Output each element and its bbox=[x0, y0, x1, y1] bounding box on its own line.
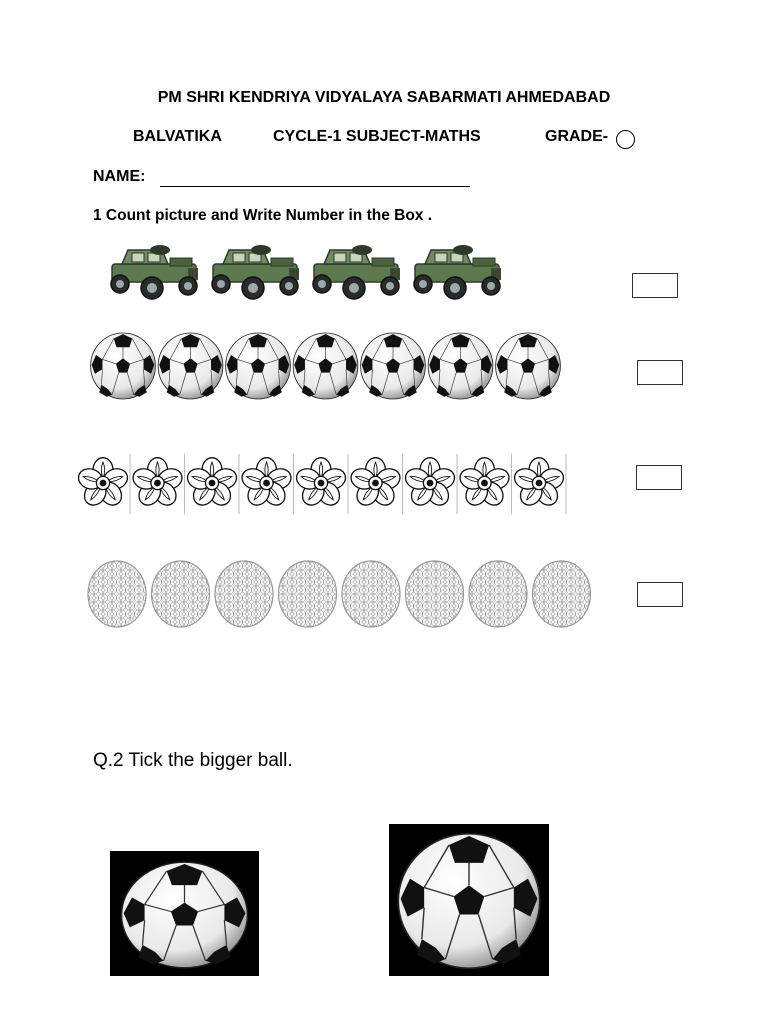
jeep-picture bbox=[414, 245, 501, 299]
class-label: BALVATIKA bbox=[133, 128, 222, 145]
flower-picture bbox=[348, 458, 402, 510]
flower-picture bbox=[130, 458, 184, 510]
flower-picture bbox=[185, 458, 239, 510]
question2-text: Q.2 Tick the bigger ball. bbox=[93, 750, 293, 771]
football-picture bbox=[496, 333, 561, 399]
jeep-picture bbox=[111, 245, 198, 299]
flower-picture bbox=[76, 458, 130, 510]
jeep-picture bbox=[212, 245, 299, 299]
patterned-ball-picture bbox=[215, 561, 273, 627]
patterned-ball-picture bbox=[88, 561, 146, 627]
question1-text: 1 Count picture and Write Number in the Box . bbox=[93, 207, 433, 224]
patterned-ball-picture bbox=[406, 561, 464, 627]
flower-row-graphic bbox=[76, 452, 571, 516]
football-picture bbox=[158, 333, 223, 399]
patterned-ball-row-graphic bbox=[85, 558, 595, 630]
patterned-ball-picture bbox=[469, 561, 527, 627]
patterned-ball-picture bbox=[533, 561, 591, 627]
flower-picture bbox=[403, 458, 457, 510]
flower-picture bbox=[512, 458, 566, 510]
big-ball-image[interactable] bbox=[389, 824, 549, 976]
grade-label: GRADE- bbox=[545, 128, 609, 145]
football-picture bbox=[226, 333, 291, 399]
jeep-picture bbox=[313, 245, 400, 299]
name-label: NAME: bbox=[93, 168, 146, 185]
patterned-ball-picture bbox=[279, 561, 337, 627]
football-picture bbox=[293, 333, 358, 399]
cycle-subject-label: CYCLE-1 SUBJECT-MATHS bbox=[273, 128, 481, 145]
small-ball-image[interactable] bbox=[110, 851, 259, 976]
patterned-ball-picture bbox=[342, 561, 400, 627]
football-picture bbox=[91, 333, 156, 399]
answer-box-jeeps[interactable] bbox=[632, 273, 678, 298]
football-picture bbox=[361, 333, 426, 399]
name-line[interactable] bbox=[160, 186, 470, 187]
school-title: PM SHRI KENDRIYA VIDYALAYA SABARMATI AHMEDABAD bbox=[157, 89, 611, 106]
football-row-graphic bbox=[88, 330, 568, 402]
flower-picture bbox=[294, 458, 348, 510]
answer-box-footballs[interactable] bbox=[637, 360, 683, 385]
patterned-ball-picture bbox=[152, 561, 210, 627]
answer-box-patterned-balls[interactable] bbox=[637, 582, 683, 607]
jeep-row-graphic bbox=[104, 244, 524, 306]
answer-box-flowers[interactable] bbox=[636, 465, 682, 490]
grade-circle[interactable] bbox=[616, 130, 635, 149]
flower-picture bbox=[239, 458, 293, 510]
football-picture bbox=[428, 333, 493, 399]
flower-picture bbox=[457, 458, 511, 510]
